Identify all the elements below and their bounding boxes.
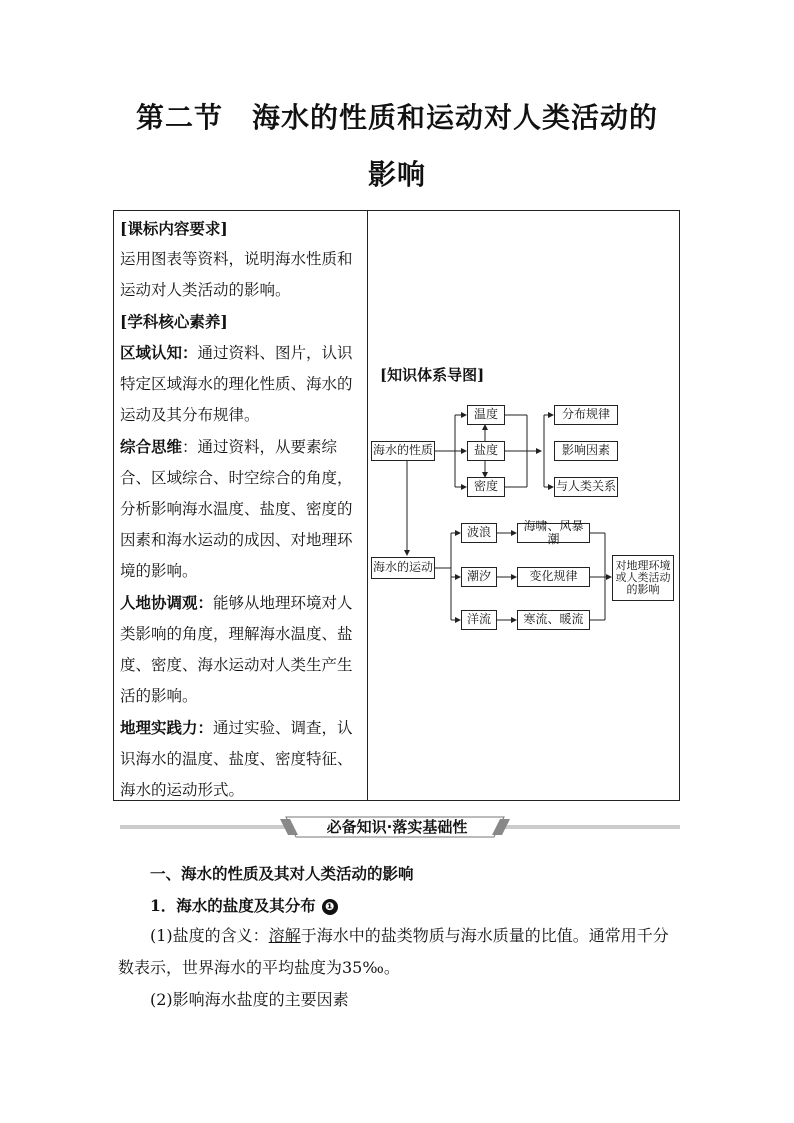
- standard-heading: [课标内容要求]: [120, 219, 228, 238]
- note-number-badge: ❶: [322, 899, 338, 915]
- literacy-text: ：通过资料，从要素综合、区域综合、时空综合的角度，分析影响海水温度、盐度、密度的因素和海水运动的成因、对地理环境的影响。: [120, 438, 353, 580]
- node-tsunami: 海啸、风暴潮: [517, 523, 590, 543]
- page-title: 第二节 海水的性质和运动对人类活动的: [135, 101, 658, 134]
- node-change-law: 变化规律: [517, 567, 590, 587]
- node-salinity: 盐度: [467, 441, 505, 461]
- para-lead: (1)盐度的含义：: [150, 926, 269, 945]
- node-temperature: 温度: [467, 405, 505, 425]
- section-banner: 必备知识·落实基础性: [326, 818, 468, 836]
- literacy-text: 通过实验、调查，认识海水的温度、盐度、密度特征、海水的运动形式。: [120, 719, 353, 799]
- node-motion: 海水的运动: [371, 557, 435, 579]
- literacy-label: 地理实践力：: [120, 718, 214, 737]
- underlined-term: 溶解: [268, 926, 301, 945]
- paragraph-salinity-definition: [118, 920, 678, 984]
- para-body: 于海水中的盐类物质与海水质量的比值。通常用千分数表示，世界海水的平均盐度为35‰。: [118, 926, 669, 977]
- literacy-item-regional: [120, 337, 364, 431]
- node-cold-warm: 寒流、暖流: [517, 610, 590, 630]
- summary-table: [113, 210, 680, 801]
- standard-text: 运用图表等资料，说明海水性质和运动对人类活动的影响。: [120, 250, 353, 299]
- node-human-relation: 与人类关系: [554, 477, 618, 497]
- literacy-label: 综合思维: [120, 437, 183, 456]
- page-title-line2: 影响: [367, 158, 426, 191]
- node-tides: 潮汐: [461, 567, 497, 587]
- node-distribution: 分布规律: [554, 405, 618, 425]
- literacy-text: 通过资料、图片，认识特定区域海水的理化性质、海水的运动及其分布规律。: [120, 344, 353, 424]
- section-heading: 一、海水的性质及其对人类活动的影响: [150, 864, 414, 883]
- paragraph-salinity-factors: (2)影响海水盐度的主要因素: [150, 990, 349, 1009]
- node-impact: 对地理环境或人类活动的影响: [612, 555, 674, 601]
- literacy-item-synthesis: [120, 431, 364, 587]
- literacy-label: 人地协调观：: [120, 593, 214, 612]
- literacy-item-practice: [120, 712, 364, 806]
- literacy-heading: [学科核心素养]: [120, 312, 228, 331]
- literacy-label: 区域认知：: [120, 343, 198, 362]
- node-waves: 波浪: [461, 523, 497, 543]
- literacy-text: 能够从地理环境对人类影响的角度，理解海水温度、盐度、密度、海水运动对人类生产生活的影响。: [120, 594, 353, 705]
- diagram-title: [知识体系导图]: [380, 366, 485, 384]
- requirements-column: [120, 213, 364, 806]
- subsection-title: 1．海水的盐度及其分布: [150, 896, 316, 915]
- node-properties: 海水的性质: [371, 441, 435, 461]
- node-density: 密度: [467, 477, 505, 497]
- node-factors: 影响因素: [554, 441, 618, 461]
- literacy-item-harmony: [120, 587, 364, 712]
- column-divider: [367, 211, 368, 800]
- subsection-heading: [150, 894, 338, 916]
- node-currents: 洋流: [461, 610, 497, 630]
